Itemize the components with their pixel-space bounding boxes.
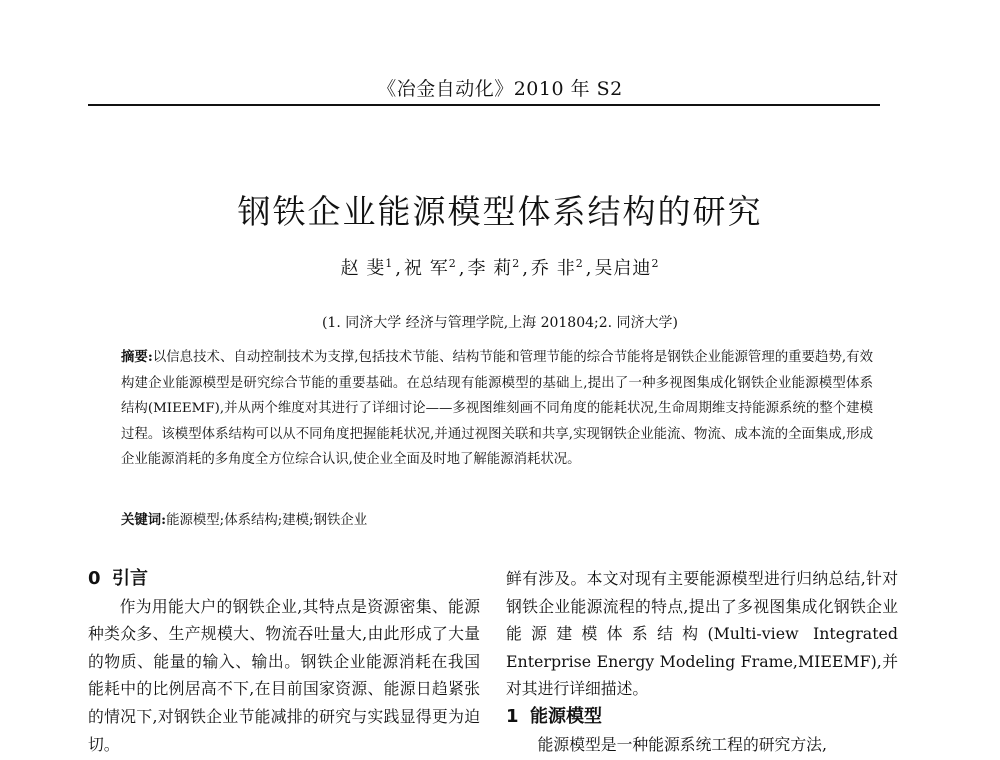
introduction-paragraph: 作为用能大户的钢铁企业,其特点是资源密集、能源种类众多、生产规模大、物流吞吐量大,由此形成了大量的物质、能量的输入、输出。钢铁企业能源消耗在我国能耗中的比例居高不下,在目前国家资源、能源日趋紧张的情况下,对钢铁企业节能减排的研究与实践显得更为迫切。 <box>88 596 480 754</box>
journal-header: 《冶金自动化》2010 年 S2 <box>377 78 623 100</box>
author-name: 祝 军 <box>404 258 449 279</box>
author-name: 赵 斐 <box>340 258 386 279</box>
author-affiliation-mark: 2 <box>448 257 457 270</box>
author-name: 吴启迪 <box>594 258 652 279</box>
author-list: 赵 斐$^1$ , 祝 军$^2$ , 李 莉$^2$ , 乔 非$^2$ , 吴启迪$^2$ <box>340 257 660 279</box>
section-heading-introduction <box>88 565 480 593</box>
abstract-label: 摘要: <box>121 349 153 365</box>
header-rule <box>88 104 880 106</box>
affiliation: (1. 同济大学 经济与管理学院,上海 201804;2. 同济大学) <box>321 315 679 331</box>
energy-model-paragraph: 能源模型是一种能源系统工程的研究方法, <box>537 734 827 754</box>
keywords-label: 关键词: <box>121 512 167 528</box>
author-name: 李 莉 <box>467 258 513 279</box>
right-column <box>506 565 898 758</box>
left-column <box>88 565 480 758</box>
author-affiliation-mark: 2 <box>651 257 660 270</box>
abstract <box>121 345 873 473</box>
section-title: 能源模型 <box>530 705 602 727</box>
section-heading-energy-model <box>506 703 898 731</box>
continuation-paragraph: 鲜有涉及。本文对现有主要能源模型进行归纳总结,针对钢铁企业能源流程的特点,提出了多视图集成化钢铁企业能源建模体系结构(Multi-view Integrated Enterprise Energy Modeling Frame,MIEEMF),并对其进行详细描述。 <box>506 569 898 699</box>
section-title: 引言 <box>112 568 148 589</box>
paper-title: 钢铁企业能源模型体系结构的研究 <box>237 192 763 231</box>
author-affiliation-mark: 2 <box>512 257 521 270</box>
keywords-text: 能源模型;体系结构;建模;钢铁企业 <box>166 513 368 528</box>
author-name: 乔 非 <box>530 258 576 279</box>
author-affiliation-mark: 2 <box>575 257 584 270</box>
section-number: 0 <box>88 568 101 589</box>
abstract-text: 以信息技术、自动控制技术为支撑,包括技术节能、结构节能和管理节能的综合节能将是钢铁企业能源管理的重要趋势,有效构建企业能源模型是研究综合节能的重要基础。在总结现有能源模型的基础上,提出了一种多视图集成化钢铁企业能源模型体系结构(MIEEMF),并从两个维度对其进行了详细讨论——多视图维刻画不同角度的能耗状况,生命周期维支持能源系统的整个建模过程。该模型体系结构可以从不同角度把握能耗状况,并通过视图关联和共享,实现钢铁企业能流、物流、成本流的全面集成,形成企业能源消耗的多角度全方位综合认识,使企业全面及时地了解能源消耗状况。 <box>121 350 873 468</box>
keywords <box>121 508 873 533</box>
author-affiliation-mark: 1 <box>385 257 394 270</box>
section-number: 1 <box>506 705 519 727</box>
